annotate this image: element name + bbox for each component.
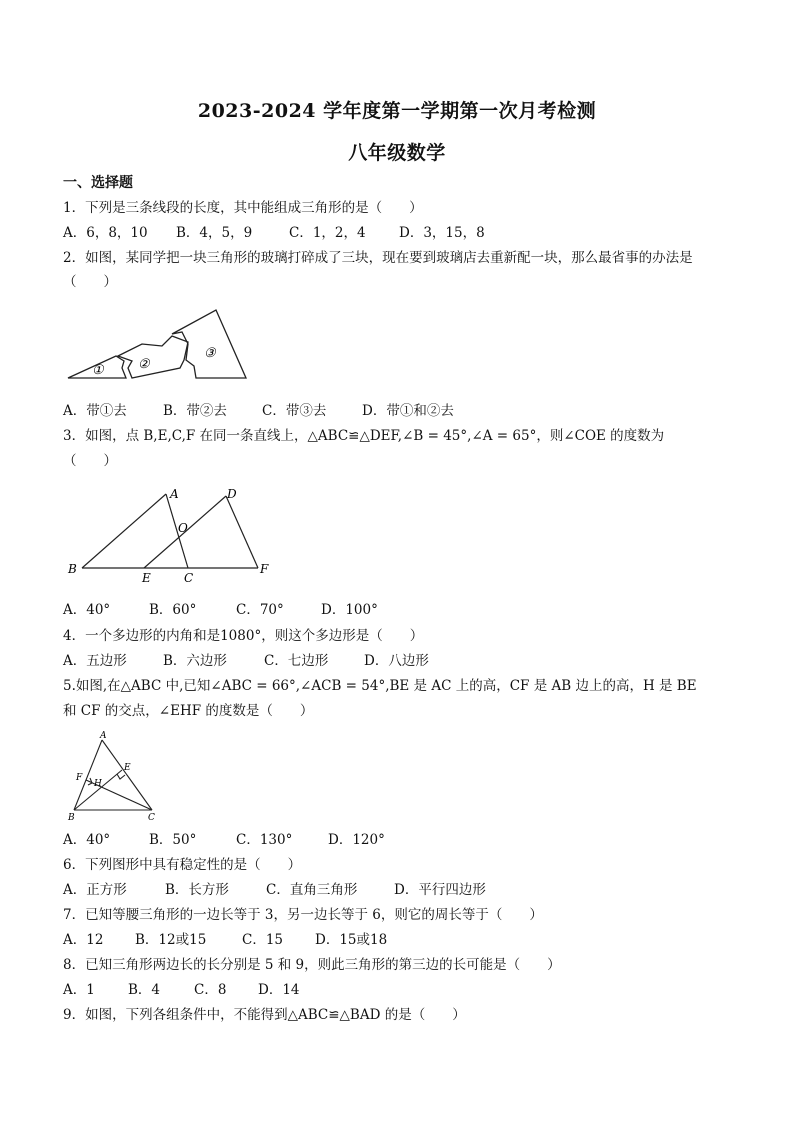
option-b: B．60° bbox=[149, 602, 197, 618]
question-5-options bbox=[63, 831, 385, 849]
option-d: D．带①和②去 bbox=[362, 403, 454, 419]
point-c-label: C bbox=[148, 813, 155, 822]
option-d: D．14 bbox=[258, 982, 300, 998]
option-d: D．120° bbox=[328, 832, 385, 848]
option-b: B．带②去 bbox=[163, 403, 227, 419]
option-a: A．40° bbox=[63, 602, 111, 618]
option-c: C．130° bbox=[236, 832, 293, 848]
option-d: D．3，15，8 bbox=[399, 225, 485, 241]
point-c-label: C bbox=[184, 571, 194, 582]
option-a: A．40° bbox=[63, 832, 111, 848]
option-a: A．6，8，10 bbox=[63, 225, 148, 241]
question-4-options bbox=[63, 652, 429, 670]
point-b-label: B bbox=[68, 813, 75, 822]
question-6-options bbox=[63, 881, 486, 899]
question-2-stem-cont: （ ） bbox=[63, 274, 117, 290]
option-d: D．100° bbox=[321, 602, 378, 618]
option-b: B．4，5，9 bbox=[176, 225, 253, 241]
exam-title: 2023-2024 学年度第一学期第一次月考检测 bbox=[197, 100, 597, 122]
option-a: A．带①去 bbox=[63, 403, 127, 419]
question-2-options bbox=[63, 402, 454, 420]
option-c: C．1，2，4 bbox=[289, 225, 366, 241]
option-a: A．五边形 bbox=[63, 653, 127, 669]
label-piece-1: ① bbox=[92, 363, 104, 378]
triangle-figure-q5 bbox=[64, 730, 164, 822]
option-b: B．50° bbox=[149, 832, 197, 848]
option-a: A．1 bbox=[63, 982, 95, 998]
point-f-label: F bbox=[76, 773, 83, 783]
question-3-stem: 3．如图，点 B,E,C,F 在同一条直线上，△ABC≌△DEF,∠B = 45°,∠A = 65°，则∠COE 的度数为 bbox=[63, 428, 665, 444]
question-4-stem: 4．一个多边形的内角和是1080°，则这个多边形是（ ） bbox=[63, 628, 424, 644]
glass-piece-3 bbox=[172, 310, 246, 378]
point-f-label: F bbox=[260, 562, 269, 576]
section-heading: 一、选择题 bbox=[63, 175, 133, 191]
point-e-label: E bbox=[142, 571, 151, 582]
label-piece-2: ② bbox=[138, 357, 150, 372]
point-a-label: A bbox=[100, 731, 107, 741]
option-c: C．带③去 bbox=[262, 403, 327, 419]
option-a: A．正方形 bbox=[63, 882, 127, 898]
option-b: B．4 bbox=[128, 982, 161, 998]
option-b: B．长方形 bbox=[165, 882, 229, 898]
broken-glass-figure bbox=[64, 304, 254, 384]
option-a: A．12 bbox=[63, 932, 104, 948]
question-2-stem: 2．如图，某同学把一块三角形的玻璃打碎成了三块，现在要到玻璃店去重新配一块，那么最省事的办法是 bbox=[63, 250, 693, 266]
question-6-stem: 6．下列图形中具有稳定性的是（ ） bbox=[63, 857, 302, 873]
exam-subtitle: 八年级数学 bbox=[348, 142, 446, 164]
option-c: C．70° bbox=[236, 602, 284, 618]
triangle-figure-q3 bbox=[62, 482, 277, 582]
option-d: D．八边形 bbox=[364, 653, 429, 669]
point-a-label: A bbox=[170, 487, 179, 501]
option-c: C．七边形 bbox=[264, 653, 329, 669]
question-8-stem: 8．已知三角形两边长的长分别是 5 和 9，则此三角形的第三边的长可能是（ ） bbox=[63, 957, 561, 973]
question-8-options bbox=[63, 981, 300, 999]
option-d: D．平行四边形 bbox=[394, 882, 486, 898]
question-5-stem: 5.如图,在△ABC 中,已知∠ABC = 66°,∠ACB = 54°,BE 是 AC 上的高，CF 是 AB 边上的高，H 是 BE bbox=[63, 678, 697, 694]
question-9-stem: 9．如图，下列各组条件中，不能得到△ABC≌△BAD 的是（ ） bbox=[63, 1007, 466, 1023]
question-3-stem-cont: （ ） bbox=[63, 453, 117, 469]
point-e-label: E bbox=[124, 763, 131, 773]
point-b-label: B bbox=[68, 562, 77, 576]
point-h-label: H bbox=[94, 779, 102, 789]
label-piece-3: ③ bbox=[204, 346, 216, 361]
option-c: C．直角三角形 bbox=[266, 882, 358, 898]
option-b: B．六边形 bbox=[163, 653, 227, 669]
question-1-options bbox=[63, 224, 485, 242]
question-5-stem-cont: 和 CF 的交点，∠EHF 的度数是（ ） bbox=[63, 703, 314, 719]
question-3-options bbox=[63, 601, 378, 619]
option-d: D．15或18 bbox=[315, 932, 388, 948]
glass-piece-2 bbox=[118, 336, 188, 378]
point-o-label: O bbox=[178, 521, 188, 535]
option-c: C．8 bbox=[194, 982, 227, 998]
point-d-label: D bbox=[227, 487, 237, 501]
option-c: C．15 bbox=[242, 932, 284, 948]
question-7-stem: 7．已知等腰三角形的一边长等于 3，另一边长等于 6，则它的周长等于（ ） bbox=[63, 907, 543, 923]
question-7-options bbox=[63, 931, 387, 949]
question-1-stem: 1．下列是三条线段的长度，其中能组成三角形的是（ ） bbox=[63, 200, 423, 216]
option-b: B．12或15 bbox=[135, 932, 207, 948]
